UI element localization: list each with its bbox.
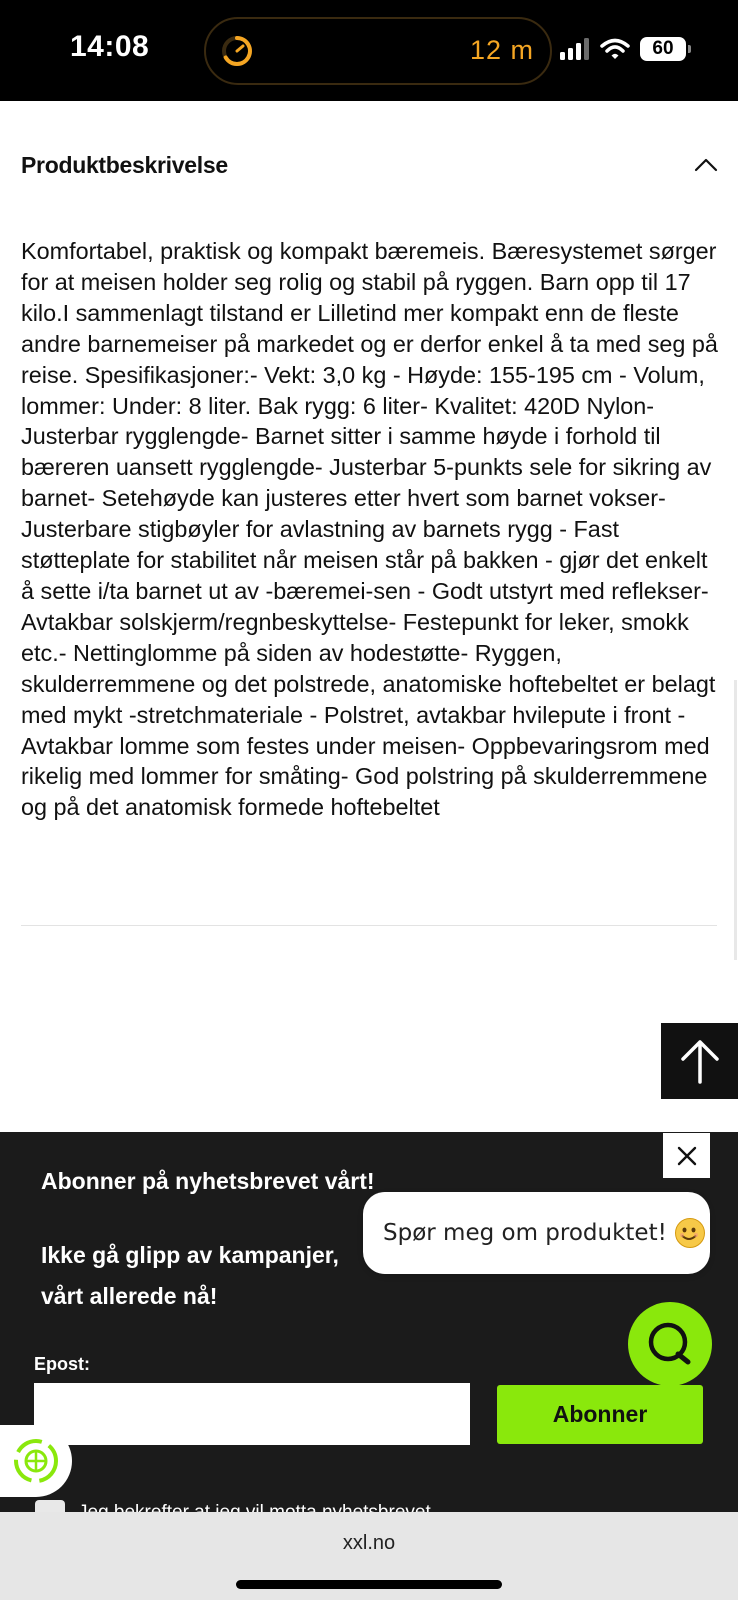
collapse-button[interactable] <box>691 150 721 180</box>
browser-bar <box>0 1512 738 1600</box>
wifi-icon <box>600 38 630 60</box>
status-time: 14:08 <box>70 30 150 63</box>
section-title: Produktbeskrivelse <box>21 151 228 178</box>
chat-launcher-button[interactable] <box>628 1302 712 1386</box>
email-label: Epost: <box>34 1354 90 1374</box>
url-field[interactable]: xxl.no <box>342 1532 396 1554</box>
arrow-up-icon <box>680 1038 720 1084</box>
dynamic-island[interactable] <box>204 17 552 85</box>
subscribe-button[interactable]: Abonner <box>497 1385 703 1444</box>
scroll-to-top-button[interactable] <box>661 1023 738 1099</box>
product-description-text: Komfortabel, praktisk og kompakt bæremeis. Bæresystemet sørger for at meisen holder seg rolig og stabil på ryggen. Barn opp til 17 kilo.I sammenlagt tilstand er Lilletind mer kompakt enn de fleste andre barnemeiser på markedet og er derfor enkel å ta med seg på reise. Spesifikasjoner:- Vekt: 3,0 kg - Høyde: 155-195 cm - Volum, lommer: Under: 8 liter. Bak rygg: 6 liter- Kvalitet: 420D Nylon- Justerbar rygglengde- Barnet sitter i samme høyde i forhold til bæreren uansett rygglengde- Justerbar 5-punkts sele for sikring av barnet- Setehøyde kan justeres etter hvert som barnet vokser- Justerbare stigbøyler for avlastning av barnets rygg - Fast støtteplate for stabilitet når meisen står på bakken - gjør det enkelt å sette i/ta barnet ut av -bæremei-sen - Godt utstyrt med reflekser- Avtakbar solskjerm/regnbeskyttelse- Festepunkt for leker, smokk etc.- Nettinglomme på siden av hodestøtte- Ryggen, skulderremmene og det polstrede, anatomiske hoftebeltet er belagt med mykt -stretchmateriale - Polstret, avtakbar hvilepute i front - Avtakbar lomme som festes under meisen- Oppbevaringsrom med rikelig med lommer for småting- God polstring på skulderremmene og på det anatomisk formede hoftebeltet <box>21 238 718 821</box>
smiling-face-icon <box>675 1218 705 1248</box>
newsletter-heading: Abonner på nyhetsbrevet vårt! <box>41 1168 375 1194</box>
product-description-header[interactable] <box>21 148 721 182</box>
close-icon <box>677 1146 697 1166</box>
signal-icon <box>560 38 590 60</box>
scrollbar[interactable] <box>734 680 737 960</box>
status-bar <box>0 0 738 101</box>
eco-badge[interactable] <box>0 1425 72 1497</box>
chevron-up-icon <box>694 158 718 172</box>
chat-prompt-text: Spør meg om produktet! <box>383 1220 667 1246</box>
newsletter-text: Ikke gå glipp av kampanjer, vårt allerede nå! <box>41 1242 339 1309</box>
timer-ring-icon <box>220 34 254 68</box>
newsletter-panel <box>0 1132 738 1512</box>
home-indicator[interactable] <box>236 1580 502 1589</box>
battery-icon <box>640 37 686 61</box>
chat-icon <box>646 1320 694 1368</box>
chat-prompt-bubble[interactable] <box>363 1192 710 1274</box>
close-button[interactable] <box>663 1133 710 1178</box>
battery-level: 60 <box>652 38 674 59</box>
divider <box>21 925 717 926</box>
status-icons <box>560 34 686 64</box>
email-field[interactable] <box>34 1383 470 1445</box>
recycle-icon <box>11 1436 61 1486</box>
activity-timer: 12 m <box>469 35 534 65</box>
